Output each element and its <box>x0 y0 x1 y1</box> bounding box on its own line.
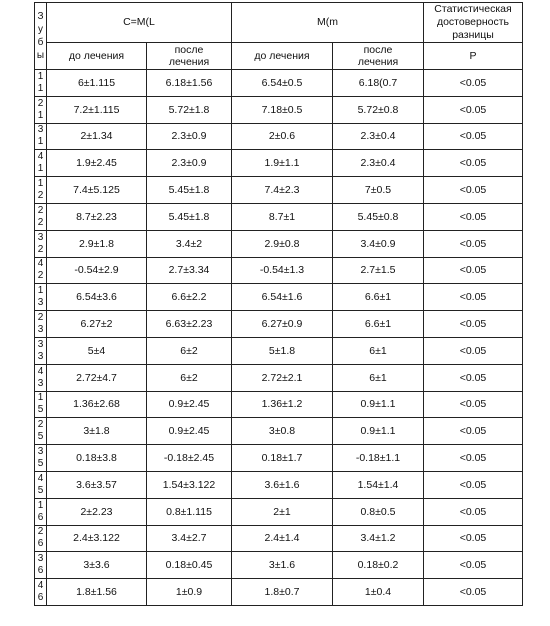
tooth-quadrant: 3 <box>37 446 44 458</box>
c-after-cell: 5.45±1.8 <box>147 203 232 230</box>
table-row <box>35 70 523 97</box>
tooth-number: 3 <box>37 377 44 389</box>
tooth-quadrant: 3 <box>37 231 44 243</box>
c-after-cell: 6±2 <box>147 337 232 364</box>
tooth-quadrant: 3 <box>37 338 44 350</box>
c-after-cell: 1.54±3.122 <box>147 471 232 498</box>
table-row <box>35 177 523 204</box>
c-before-cell: 6±1.115 <box>47 70 147 97</box>
tooth-quadrant: 2 <box>37 419 44 431</box>
c-after-cell: 2.3±0.9 <box>147 123 232 150</box>
after-m-header: после лечения <box>333 43 424 70</box>
c-before-cell: 1.8±1.56 <box>47 579 147 606</box>
m-after-cell: 2.3±0.4 <box>333 123 424 150</box>
c-after-cell: -0.18±2.45 <box>147 445 232 472</box>
tooth-cell <box>35 257 47 284</box>
tooth-cell <box>35 70 47 97</box>
tooth-number: 1 <box>37 109 44 121</box>
table-body <box>35 70 523 606</box>
tooth-cell <box>35 311 47 338</box>
tooth-cell <box>35 203 47 230</box>
table-row <box>35 418 523 445</box>
data-table-page <box>34 2 523 606</box>
table-row <box>35 471 523 498</box>
tooth-number: 5 <box>37 484 44 496</box>
m-after-cell: 5.45±0.8 <box>333 203 424 230</box>
m-before-cell: 2±1 <box>232 498 333 525</box>
tooth-header-char: ы <box>36 50 45 61</box>
tooth-quadrant: 3 <box>37 124 44 136</box>
tooth-number: 3 <box>37 324 44 336</box>
m-before-cell: 3±0.8 <box>232 418 333 445</box>
table-row <box>35 96 523 123</box>
tooth-number: 6 <box>37 511 44 523</box>
tooth-number: 5 <box>37 431 44 443</box>
m-before-cell: 2.72±2.1 <box>232 364 333 391</box>
c-before-cell: 3.6±3.57 <box>47 471 147 498</box>
tooth-cell <box>35 525 47 552</box>
c-after-cell: 0.9±2.45 <box>147 391 232 418</box>
c-before-cell: 6.27±2 <box>47 311 147 338</box>
c-after-cell: 0.9±2.45 <box>147 418 232 445</box>
group-c-header: C=M(L <box>47 3 232 43</box>
m-before-cell: 0.18±1.7 <box>232 445 333 472</box>
tooth-cell <box>35 284 47 311</box>
m-before-cell: 7.4±2.3 <box>232 177 333 204</box>
c-before-cell: 2±1.34 <box>47 123 147 150</box>
m-after-cell: 1±0.4 <box>333 579 424 606</box>
m-after-cell: 0.9±1.1 <box>333 391 424 418</box>
p-value-cell: <0.05 <box>424 311 523 338</box>
m-before-cell: 1.8±0.7 <box>232 579 333 606</box>
m-before-cell: 2.9±0.8 <box>232 230 333 257</box>
tooth-quadrant: 2 <box>37 526 44 538</box>
p-value-cell: <0.05 <box>424 391 523 418</box>
c-before-cell: 0.18±3.8 <box>47 445 147 472</box>
c-after-cell: 2.3±0.9 <box>147 150 232 177</box>
table-row <box>35 284 523 311</box>
tooth-cell <box>35 445 47 472</box>
c-before-cell: 1.36±2.68 <box>47 391 147 418</box>
tooth-number: 6 <box>37 565 44 577</box>
m-after-cell: 6.6±1 <box>333 311 424 338</box>
tooth-header <box>35 3 47 70</box>
tooth-number: 2 <box>37 216 44 228</box>
tooth-header-char: З <box>37 11 44 22</box>
m-after-cell: 6.6±1 <box>333 284 424 311</box>
after-c-header: после лечения <box>147 43 232 70</box>
c-after-cell: 0.18±0.45 <box>147 552 232 579</box>
table-row <box>35 391 523 418</box>
p-value-cell: <0.05 <box>424 498 523 525</box>
p-value-cell: <0.05 <box>424 579 523 606</box>
tooth-quadrant: 1 <box>37 70 44 82</box>
c-after-cell: 6.18±1.56 <box>147 70 232 97</box>
m-before-cell: 5±1.8 <box>232 337 333 364</box>
m-after-cell: 6±1 <box>333 364 424 391</box>
tooth-cell <box>35 498 47 525</box>
p-value-cell: <0.05 <box>424 123 523 150</box>
p-value-cell: <0.05 <box>424 70 523 97</box>
m-after-cell: 6±1 <box>333 337 424 364</box>
p-value-cell: <0.05 <box>424 230 523 257</box>
m-after-cell: 2.7±1.5 <box>333 257 424 284</box>
tooth-quadrant: 4 <box>37 151 44 163</box>
table-row <box>35 579 523 606</box>
p-value-cell: <0.05 <box>424 445 523 472</box>
m-before-cell: 2±0.6 <box>232 123 333 150</box>
c-after-cell: 0.8±1.115 <box>147 498 232 525</box>
m-after-cell: 3.4±1.2 <box>333 525 424 552</box>
m-before-cell: 6.54±1.6 <box>232 284 333 311</box>
tooth-number: 1 <box>37 136 44 148</box>
tooth-number: 2 <box>37 243 44 255</box>
tooth-number: 3 <box>37 350 44 362</box>
c-before-cell: 2.9±1.8 <box>47 230 147 257</box>
p-value-cell: <0.05 <box>424 150 523 177</box>
m-before-cell: 8.7±1 <box>232 203 333 230</box>
c-before-cell: 6.54±3.6 <box>47 284 147 311</box>
p-value-cell: <0.05 <box>424 177 523 204</box>
table-row <box>35 203 523 230</box>
tooth-cell <box>35 337 47 364</box>
tooth-quadrant: 1 <box>37 285 44 297</box>
tooth-number: 5 <box>37 458 44 470</box>
p-value-cell: <0.05 <box>424 418 523 445</box>
tooth-quadrant: 4 <box>37 580 44 592</box>
tooth-cell <box>35 552 47 579</box>
m-before-cell: 3±1.6 <box>232 552 333 579</box>
tooth-quadrant: 2 <box>37 97 44 109</box>
p-value-cell: <0.05 <box>424 96 523 123</box>
m-after-cell: 7±0.5 <box>333 177 424 204</box>
p-value-cell: <0.05 <box>424 364 523 391</box>
p-header: P <box>424 43 523 70</box>
table-row <box>35 150 523 177</box>
c-after-cell: 5.45±1.8 <box>147 177 232 204</box>
tooth-number: 3 <box>37 297 44 309</box>
m-after-cell: 6.18(0.7 <box>333 70 424 97</box>
c-after-cell: 1±0.9 <box>147 579 232 606</box>
m-after-cell: 5.72±0.8 <box>333 96 424 123</box>
tooth-cell <box>35 177 47 204</box>
header-row-sub <box>35 43 523 70</box>
m-after-cell: 0.9±1.1 <box>333 418 424 445</box>
p-value-cell: <0.05 <box>424 284 523 311</box>
c-before-cell: 7.2±1.115 <box>47 96 147 123</box>
m-before-cell: 3.6±1.6 <box>232 471 333 498</box>
m-before-cell: 6.27±0.9 <box>232 311 333 338</box>
m-before-cell: 7.18±0.5 <box>232 96 333 123</box>
p-value-cell: <0.05 <box>424 337 523 364</box>
tooth-cell <box>35 150 47 177</box>
c-before-cell: 8.7±2.23 <box>47 203 147 230</box>
p-value-cell: <0.05 <box>424 203 523 230</box>
tooth-quadrant: 2 <box>37 312 44 324</box>
tooth-number: 6 <box>37 538 44 550</box>
c-before-cell: 1.9±2.45 <box>47 150 147 177</box>
c-after-cell: 2.7±3.34 <box>147 257 232 284</box>
c-after-cell: 6.6±2.2 <box>147 284 232 311</box>
tooth-quadrant: 1 <box>37 392 44 404</box>
table-row <box>35 123 523 150</box>
tooth-header-char: у <box>38 24 43 35</box>
p-value-cell: <0.05 <box>424 471 523 498</box>
m-after-cell: 1.54±1.4 <box>333 471 424 498</box>
tooth-cell <box>35 579 47 606</box>
c-before-cell: 2±2.23 <box>47 498 147 525</box>
tooth-cell <box>35 364 47 391</box>
tooth-quadrant: 2 <box>37 204 44 216</box>
c-before-cell: 7.4±5.125 <box>47 177 147 204</box>
c-before-cell: 5±4 <box>47 337 147 364</box>
tooth-number: 2 <box>37 190 44 202</box>
m-after-cell: 3.4±0.9 <box>333 230 424 257</box>
m-after-cell: 2.3±0.4 <box>333 150 424 177</box>
significance-header: Статистическая достоверность разницы <box>424 3 523 43</box>
m-after-cell: -0.18±1.1 <box>333 445 424 472</box>
c-after-cell: 3.4±2 <box>147 230 232 257</box>
tooth-quadrant: 1 <box>37 178 44 190</box>
tooth-cell <box>35 230 47 257</box>
table-row <box>35 257 523 284</box>
before-m-header: до лечения <box>232 43 333 70</box>
tooth-cell <box>35 96 47 123</box>
tooth-quadrant: 4 <box>37 365 44 377</box>
tooth-number: 5 <box>37 404 44 416</box>
tooth-cell <box>35 471 47 498</box>
tooth-cell <box>35 391 47 418</box>
tooth-number: 6 <box>37 592 44 604</box>
p-value-cell: <0.05 <box>424 257 523 284</box>
c-after-cell: 6.63±2.23 <box>147 311 232 338</box>
tooth-quadrant: 1 <box>37 499 44 511</box>
tooth-number: 1 <box>37 163 44 175</box>
c-before-cell: 2.4±3.122 <box>47 525 147 552</box>
table-row <box>35 525 523 552</box>
tooth-number: 1 <box>37 82 44 94</box>
c-before-cell: -0.54±2.9 <box>47 257 147 284</box>
m-before-cell: 1.9±1.1 <box>232 150 333 177</box>
tooth-quadrant: 4 <box>37 258 44 270</box>
c-after-cell: 6±2 <box>147 364 232 391</box>
before-c-header: до лечения <box>47 43 147 70</box>
m-before-cell: -0.54±1.3 <box>232 257 333 284</box>
tooth-cell <box>35 123 47 150</box>
c-after-cell: 3.4±2.7 <box>147 525 232 552</box>
m-before-cell: 2.4±1.4 <box>232 525 333 552</box>
m-after-cell: 0.18±0.2 <box>333 552 424 579</box>
c-before-cell: 3±1.8 <box>47 418 147 445</box>
table-row <box>35 445 523 472</box>
c-before-cell: 2.72±4.7 <box>47 364 147 391</box>
tooth-quadrant: 3 <box>37 553 44 565</box>
c-before-cell: 3±3.6 <box>47 552 147 579</box>
p-value-cell: <0.05 <box>424 552 523 579</box>
tooth-number: 2 <box>37 270 44 282</box>
table-row <box>35 337 523 364</box>
m-after-cell: 0.8±0.5 <box>333 498 424 525</box>
tooth-quadrant: 4 <box>37 472 44 484</box>
table-row <box>35 552 523 579</box>
table-row <box>35 311 523 338</box>
table-row <box>35 498 523 525</box>
header-row-top <box>35 3 523 43</box>
p-value-cell: <0.05 <box>424 525 523 552</box>
m-before-cell: 1.36±1.2 <box>232 391 333 418</box>
c-after-cell: 5.72±1.8 <box>147 96 232 123</box>
table-row <box>35 230 523 257</box>
table-row <box>35 364 523 391</box>
tooth-cell <box>35 418 47 445</box>
m-before-cell: 6.54±0.5 <box>232 70 333 97</box>
tooth-header-char: б <box>37 37 44 48</box>
results-table <box>34 2 523 606</box>
group-m-header: M(m <box>232 3 424 43</box>
